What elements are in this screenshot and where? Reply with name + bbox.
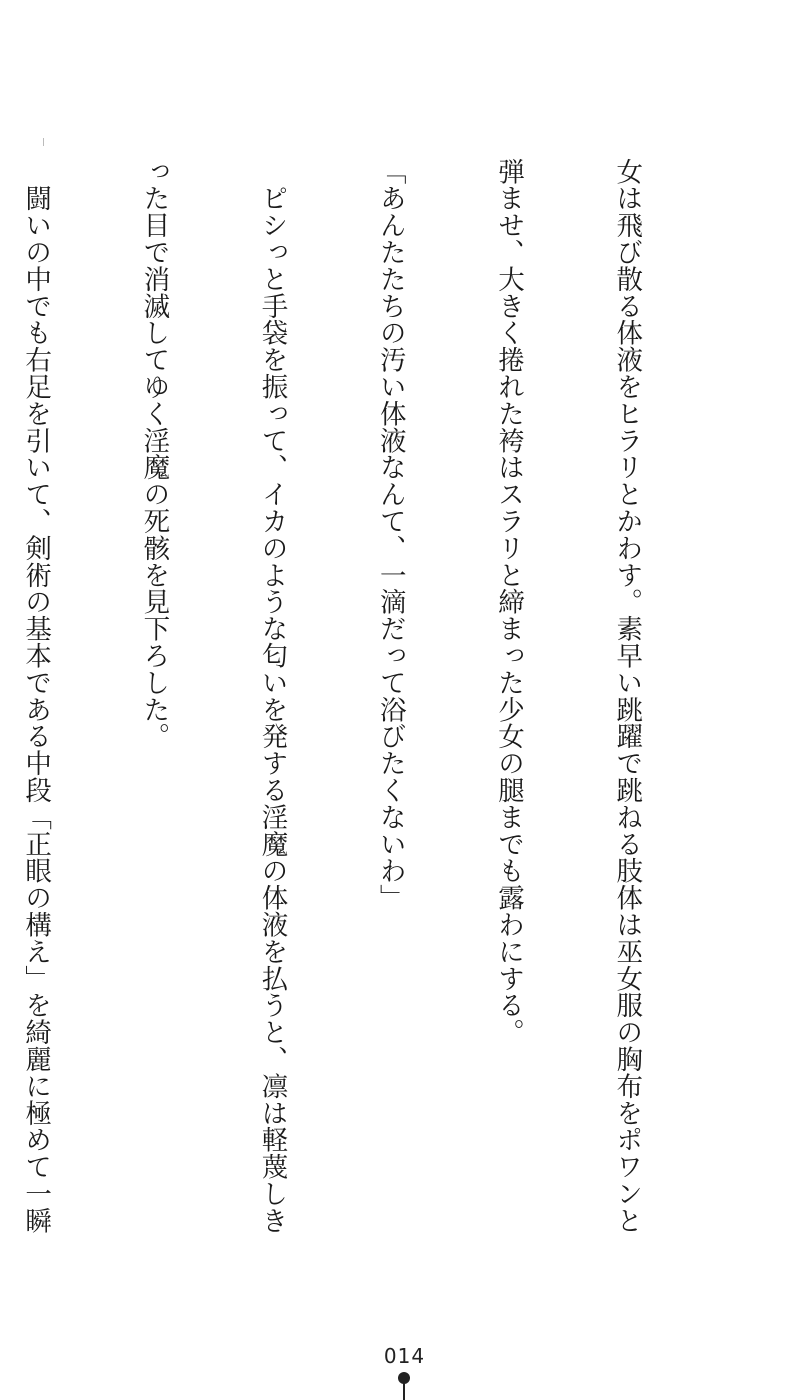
- body-text: [20, 158, 725, 1258]
- scan-artifact: [43, 138, 44, 146]
- page-marker-stem: [403, 1382, 405, 1400]
- text-line: 「あんたたちの汚い体液なんて、一滴だって浴びたくないわ」: [374, 158, 406, 912]
- page-marker-icon: [398, 1372, 410, 1400]
- text-line: ピシっと手袋を振って、イカのような匂いを発する淫魔の体液を払うと、凛は軽蔑しき: [256, 158, 288, 1234]
- page-number: 014: [383, 1344, 426, 1368]
- text-line: 弾ませ、大きく捲れた袴はスラリと締まった少女の腿までも露わにする。: [492, 158, 524, 1046]
- text-line: った目で消滅してゆく淫魔の死骸を見下ろした。: [138, 158, 170, 750]
- text-line: 女は飛び散る体液をヒラリとかわす。素早い跳躍で跳ねる肢体は巫女服の胸布をポワンと: [611, 158, 643, 1234]
- text-line: 闘いの中でも右足を引いて、剣術の基本である中段「正眼の構え」を綺麗に極めて一瞬: [20, 158, 52, 1234]
